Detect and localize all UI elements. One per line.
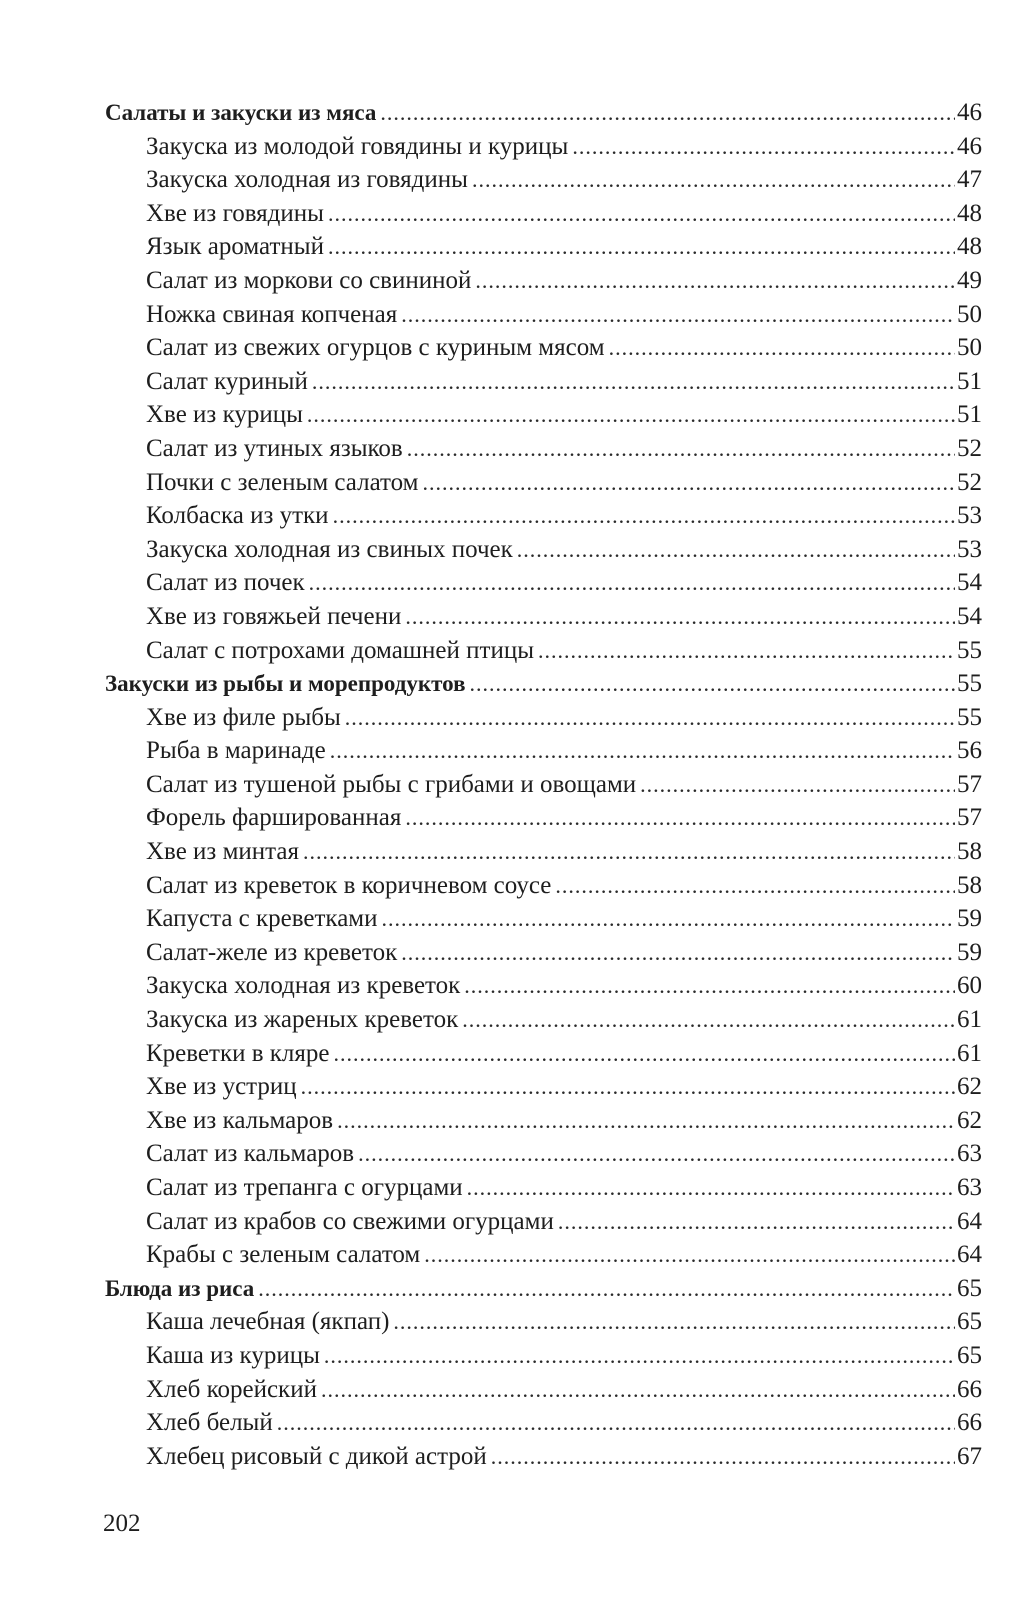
dot-leader [475,264,955,298]
toc-entry-page: 50 [957,300,982,328]
toc-entry-page: 66 [957,1375,982,1403]
toc-entry-title: Салат из почек [146,569,305,597]
toc-entry-page: 57 [957,770,982,798]
toc-entry-page: 66 [957,1409,982,1437]
toc-entry [105,1339,982,1373]
toc-entry-title: Хве из филе рыбы [146,703,341,731]
toc-entry-title: Закуска из жареных креветок [146,1006,459,1034]
dot-leader [258,1272,955,1306]
toc-entry [105,801,982,835]
toc-entry-page: 63 [957,1174,982,1201]
toc-entry-title: Закуски из рыбы и морепродуктов [105,671,466,697]
dot-leader [422,466,955,500]
toc-entry [105,1440,982,1474]
dot-leader [462,1003,955,1037]
toc-section-heading [105,1272,982,1306]
toc-entry [105,264,982,298]
toc-entry-page: 58 [957,838,982,866]
toc-entry-title: Почки с зеленым салатом [146,468,419,496]
toc-entry [105,163,982,197]
dot-leader [380,96,955,130]
dot-leader [517,533,955,567]
dot-leader [321,1373,955,1407]
toc-entry-title: Крабы с зеленым салатом [146,1241,421,1269]
toc-entry [105,1003,982,1037]
toc-entry [105,432,982,466]
toc-entry-page: 62 [957,1106,982,1134]
toc-entry [105,936,982,970]
dot-leader [572,130,955,164]
toc-entry-title: Хве из говяжьей печени [146,602,402,630]
dot-leader [538,634,955,668]
toc-entry-title: Хлеб белый [146,1409,273,1437]
toc-entry-title: Креветки в кляре [146,1039,330,1067]
toc-entry-page: 58 [957,871,982,899]
toc-entry-title: Язык ароматный [146,233,324,261]
toc-entry [105,331,982,365]
toc-entry-page: 59 [957,938,982,966]
toc-entry-page: 46 [957,99,982,126]
dot-leader [333,499,955,533]
dot-leader [393,1305,955,1339]
dot-leader [337,1104,955,1138]
toc-entry [105,466,982,500]
dot-leader [467,1171,955,1205]
dot-leader [558,1205,955,1239]
dot-leader [464,969,955,1003]
toc-entry-title: Салат из утиных языков [146,434,403,462]
dot-leader [277,1406,955,1440]
toc-entry-page: 62 [957,1073,982,1101]
toc-entry [105,1104,982,1138]
toc-entry-title: Хве из минтая [146,838,299,866]
toc-entry-title: Хве из устриц [146,1073,297,1101]
toc-entry [105,1205,982,1239]
dot-leader [424,1238,955,1272]
toc-entry [105,365,982,399]
toc-entry-title: Закуска холодная из говядины [146,166,468,194]
toc-entry [105,566,982,600]
toc-entry [105,1406,982,1440]
toc-entry-title: Салат из креветок в коричневом соусе [146,871,552,899]
dot-leader [301,1070,955,1104]
dot-leader [324,1339,955,1373]
page-number: 202 [103,1510,141,1537]
dot-leader [401,298,955,332]
toc-entry [105,130,982,164]
toc-entry-title: Салат из кальмаров [146,1140,355,1168]
toc-entry-page: 51 [957,401,982,429]
toc-section-heading [105,667,982,701]
dot-leader [470,667,956,701]
dot-leader [640,768,955,802]
toc-entry-page: 49 [957,266,982,294]
toc-entry [105,1238,982,1272]
toc-entry-title: Капуста с креветками [146,905,378,933]
dot-leader [405,600,955,634]
toc-entry-page: 53 [957,502,982,530]
dot-leader [307,398,955,432]
toc-entry-title: Форель фаршированная [146,804,402,832]
toc-entry-page: 53 [957,535,982,563]
toc-entry-page: 51 [957,367,982,395]
dot-leader [555,869,955,903]
dot-leader [401,936,955,970]
dot-leader [345,701,955,735]
toc-entry-title: Закуска холодная из креветок [146,972,461,1000]
dot-leader [358,1137,955,1171]
toc-entry-page: 67 [957,1442,982,1470]
dot-leader [405,801,955,835]
toc-entry-title: Закуска из молодой говядины и курицы [146,132,569,160]
toc-entry-title: Салат с потрохами домашней птицы [146,636,535,664]
dot-leader [407,432,955,466]
toc-entry-title: Салат из свежих огурцов с куриным мясом [146,334,605,362]
toc-entry-page: 57 [957,804,982,832]
toc-entry-page: 52 [957,434,982,462]
toc-entry [105,969,982,1003]
toc-entry-title: Хлебец рисовый с дикой астрой [146,1442,487,1470]
dot-leader [382,902,956,936]
toc-entry-page: 65 [957,1341,982,1369]
toc-entry [105,902,982,936]
toc-entry-title: Рыба в маринаде [146,737,326,765]
dot-leader [303,835,955,869]
dot-leader [309,566,955,600]
toc-entry-title: Салат из крабов со свежими огурцами [146,1207,554,1235]
toc-entry-page: 63 [957,1140,982,1168]
toc-entry [105,634,982,668]
toc-entry [105,1070,982,1104]
toc-entry-title: Колбаска из утки [146,502,329,530]
dot-leader [328,197,955,231]
toc-entry [105,197,982,231]
toc-entry-page: 48 [957,233,982,261]
toc-entry-page: 46 [957,132,982,160]
dot-leader [334,1037,956,1071]
toc-entry-title: Хве из кальмаров [146,1106,334,1134]
toc-entry-title: Салат куриный [146,367,308,395]
toc-entry-page: 56 [957,737,982,765]
toc-entry-page: 64 [957,1241,982,1269]
toc-entry-page: 55 [957,670,982,698]
dot-leader [609,331,955,365]
toc-entry-page: 64 [957,1207,982,1235]
toc-entry [105,869,982,903]
toc-entry-title: Хве из курицы [146,401,303,429]
toc-entry [105,1373,982,1407]
toc-entry-title: Салат из моркови со свининой [146,266,472,294]
dot-leader [330,734,955,768]
toc-entry [105,298,982,332]
toc-entry-title: Салат из трепанга с огурцами [146,1174,463,1201]
toc-entry [105,533,982,567]
toc-entry [105,600,982,634]
toc-section-heading [105,96,982,130]
toc-entry [105,768,982,802]
dot-leader [472,163,955,197]
toc-entry [105,734,982,768]
toc-entry-title: Каша из курицы [146,1341,320,1369]
toc-entry-title: Салат из тушеной рыбы с грибами и овощами [146,770,637,798]
toc-entry-title: Каша лечебная (якпап) [146,1308,390,1336]
toc-entry [105,230,982,264]
toc-entry [105,1171,982,1205]
toc-entry-page: 61 [957,1006,982,1034]
toc-entry-page: 59 [957,905,982,933]
toc-entry [105,1305,982,1339]
toc-entry-page: 47 [957,166,982,194]
toc-entry-page: 54 [957,602,982,630]
toc-entry [105,701,982,735]
toc-entry-page: 55 [957,636,982,664]
toc-entry-page: 54 [957,569,982,597]
toc-entry-page: 52 [957,468,982,496]
toc-entry-title: Салаты и закуски из мяса [105,100,377,125]
dot-leader [312,365,955,399]
toc-entry [105,499,982,533]
dot-leader [491,1440,955,1474]
toc-entry-page: 65 [957,1308,982,1336]
toc-entry-title: Хве из говядины [146,199,324,227]
dot-leader [328,230,955,264]
toc-entry [105,835,982,869]
toc-entry [105,1037,982,1071]
toc-entry-page: 65 [957,1274,982,1302]
toc-entry-page: 48 [957,199,982,227]
table-of-contents [105,96,982,1473]
toc-entry-title: Ножка свиная копченая [146,300,398,328]
toc-entry-title: Салат-желе из креветок [146,938,398,966]
toc-entry-page: 50 [957,334,982,362]
toc-entry-title: Хлеб корейский [146,1375,317,1403]
toc-entry [105,1137,982,1171]
toc-entry-title: Блюда из риса [105,1275,255,1301]
toc-entry-page: 60 [957,972,982,1000]
toc-entry [105,398,982,432]
toc-entry-page: 61 [957,1039,982,1067]
toc-entry-title: Закуска холодная из свиных почек [146,535,513,563]
toc-entry-page: 55 [957,703,982,731]
